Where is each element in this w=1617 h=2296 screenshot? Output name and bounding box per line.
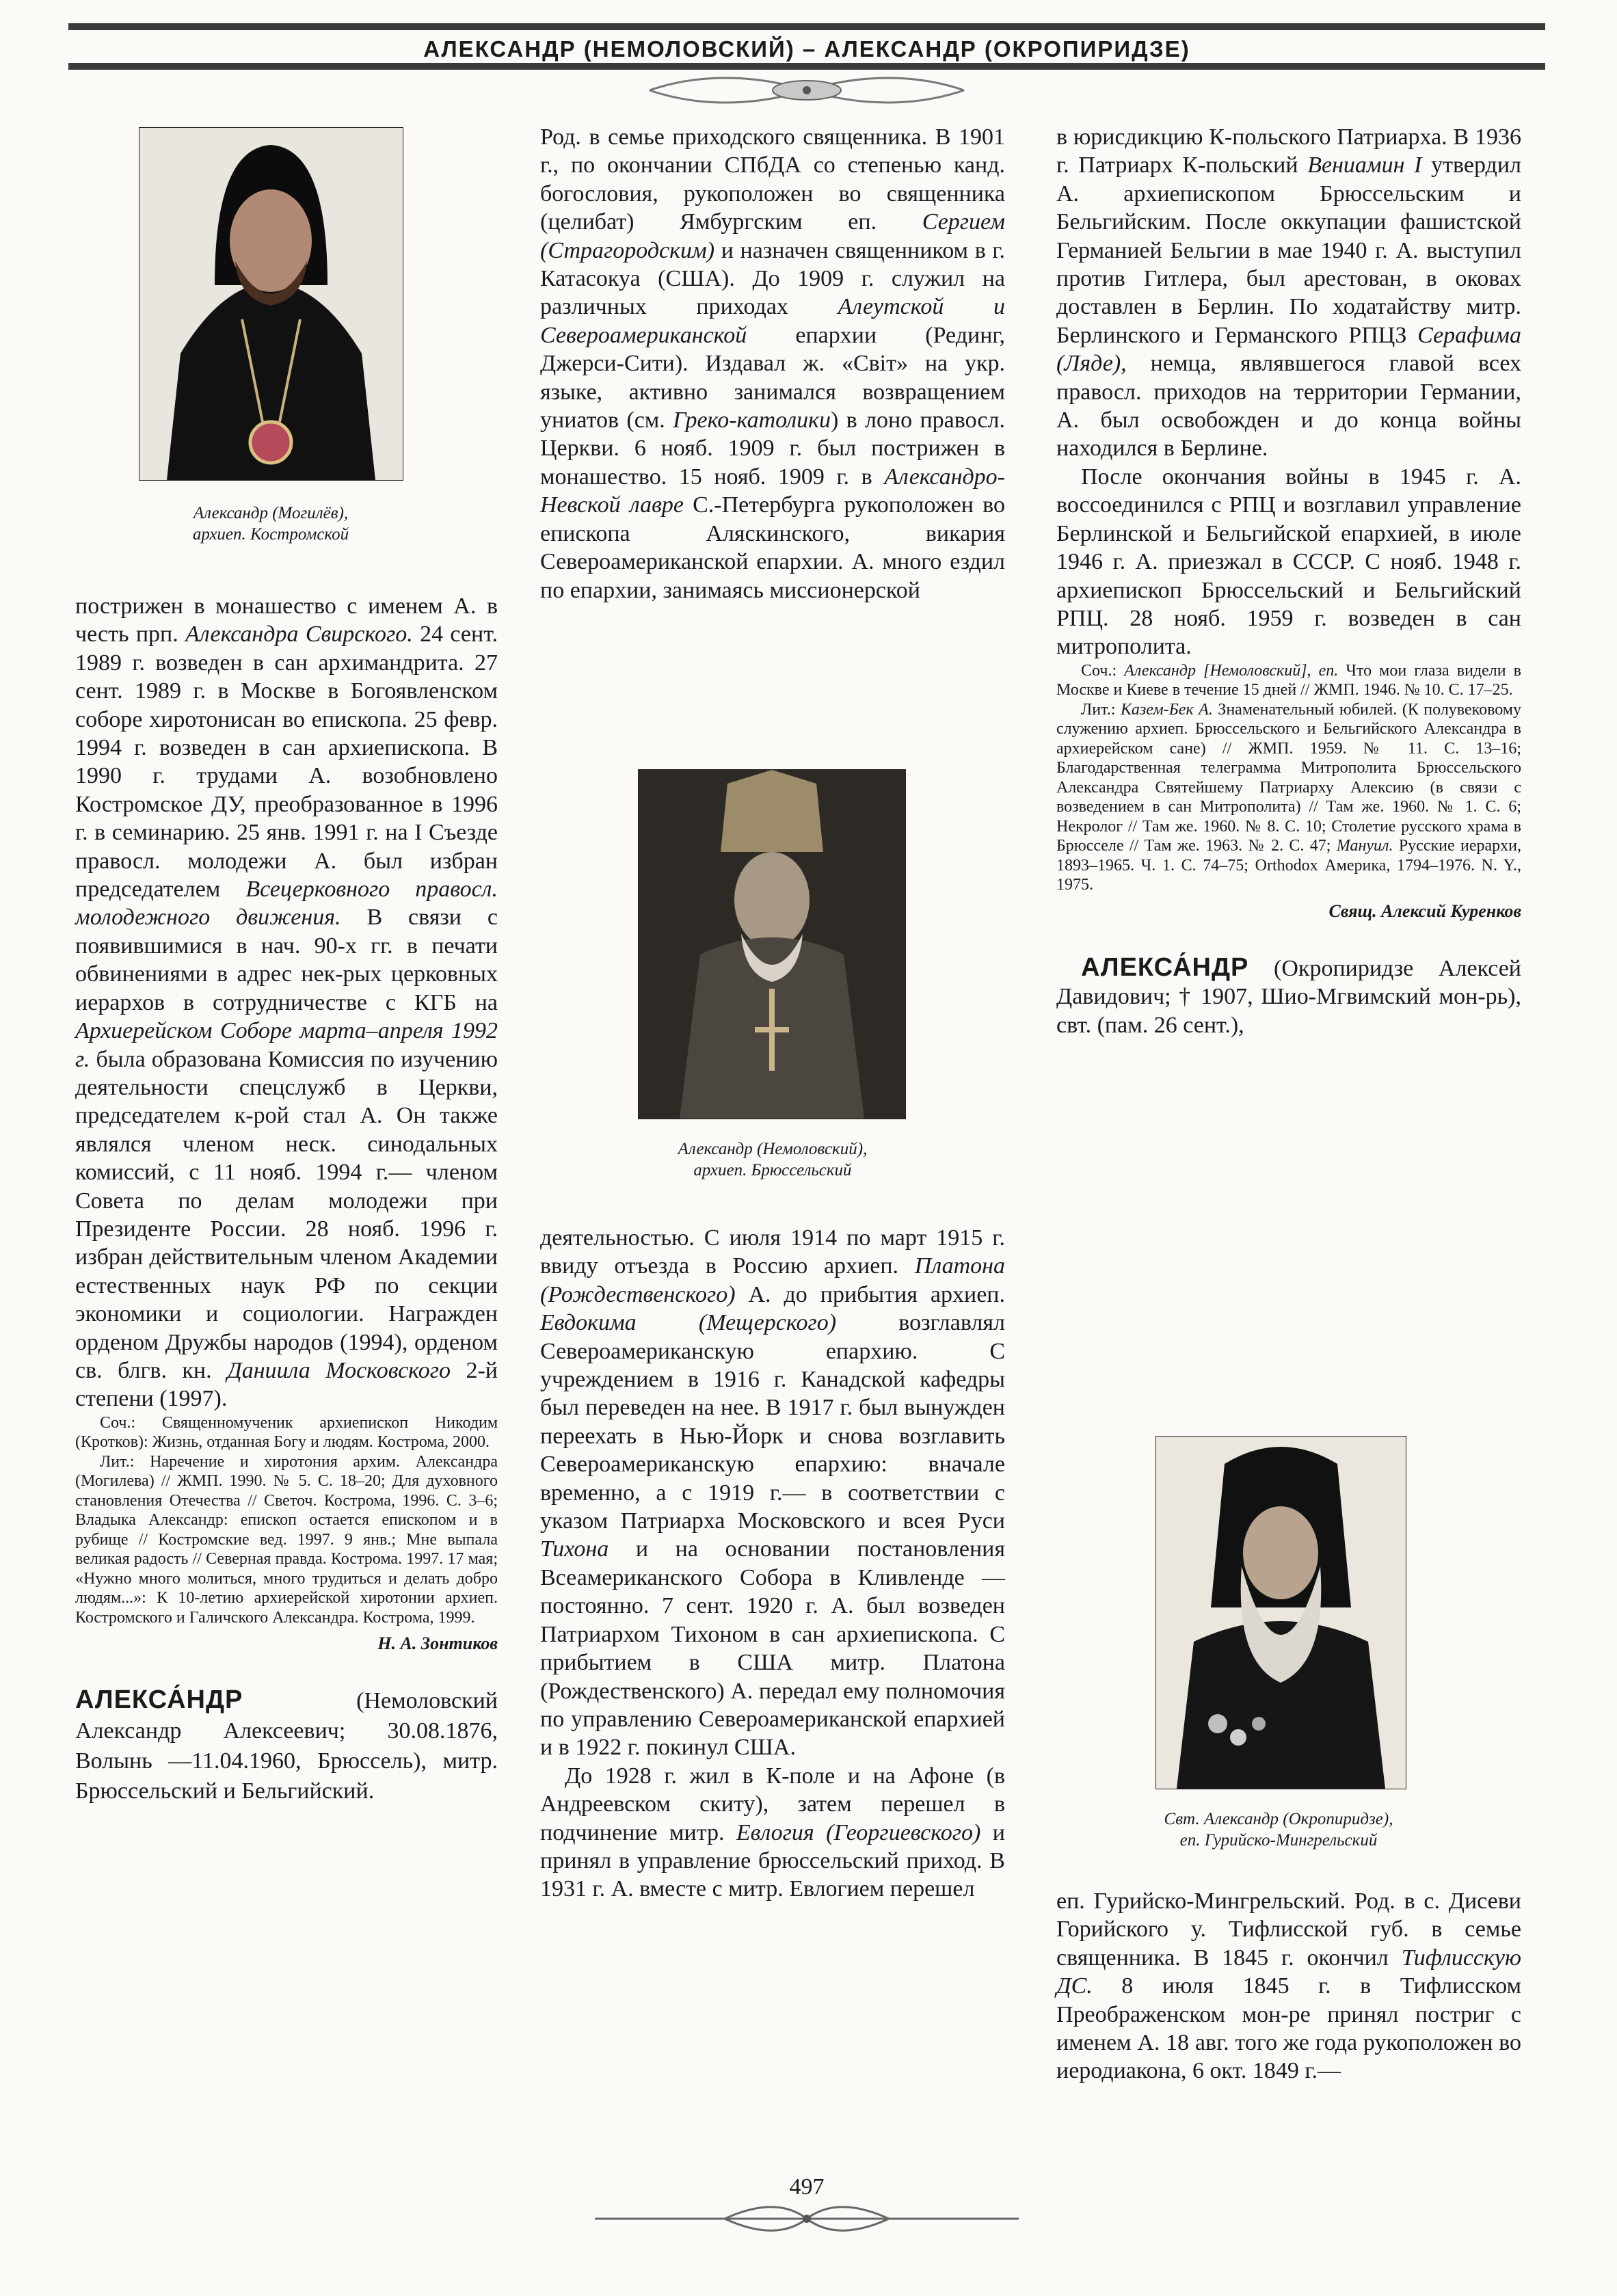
author-signature: Свящ. Алексий Куренков — [1328, 900, 1521, 921]
entry-heading: АЛЕКСА́НДР — [75, 1685, 243, 1715]
portrait-illustration — [1156, 1437, 1406, 1789]
caption-line: архиеп. Костромской — [192, 525, 349, 544]
paragraph: пострижен в монашество с именем А. в честь прп. Александра Свирского. 24 сент. 1989 г. возведен в сан архимандрита. 27 сент. 1989 г. в Москве в Богоявленском соборе хиротонисан во епископа. 25 февр. 1994 г. возведен в сан архиепископа. В 1990 г. трудами А. возобновлено Костромское ДУ, преобразованное в 1996 г. в семинарию. 25 янв. 1991 г. на I Съезде правосл. молодежи А. был избран председателем Всецерковного правосл. молодежного движения. В связи с появившимися в нач. 90-х гг. в печати обвинениями в адрес нек-рых церковных иерархов в сотрудничестве с КГБ на Архиерейском Соборе марта–апреля 1992 г. была образована Комиссия по изучению деятельности спецслужб в Церкви, председателем к-рой стал А. Он также являлся членом неск. синодальных комиссий, с 11 нояб. 1994 г.— членом Совета по делам молодежи при Президенте России. 28 нояб. 1996 г. избран действительным членом Академии естественных наук РФ по секции экономики и социологии. Награжден орденом Дружбы народов (1994), орденом св. блгв. кн. Даниила Московского 2-й степени (1997). — [75, 593, 498, 1412]
entry-alexander-nemolovsky — [75, 1685, 498, 1806]
caption-line: архиеп. Брюссельский — [693, 1161, 852, 1179]
caption-line: Александр (Могилёв), — [193, 504, 349, 522]
caption-photo-3 — [1108, 1808, 1449, 1851]
paragraph: До 1928 г. жил в К-поле и на Афоне (в Андреевском скиту), затем перешел в подчинение митр. Евлогия (Георгиевского) и принял в управление брюссельский приход. В 1931 г. А. вместе с митр. Евлогием перешел — [540, 1763, 1005, 1902]
caption-line: Свт. Александр (Окропиридзе), — [1164, 1810, 1393, 1828]
column-2-top — [540, 123, 1005, 604]
paragraph: Род. в семье приходского священника. В 1901 г., по окончании СПбДА со степенью канд. богословия, рукоположен во священника (целибат) Ямбургским еп. Сергием (Страгородским) и назначен священником в г. Катасокуа (США). До 1909 г. служил на различных приходах Алеутской и Североамериканской епархии (Рединг, Джерси-Сити). Издавал ж. «Світ» на укр. языке, активно занимался возвращением униатов (см. Греко-католики) в лоно правосл. Церкви. 6 нояб. 1909 г. был пострижен в монашество. 15 нояб. 1909 г. в Александро-Невской лавре С.-Петербурга рукоположен во епископа Аляскинского, викария Североамериканской епархии. А. много ездил по епархии, занимаясь миссионерской — [540, 124, 1005, 603]
caption-photo-2 — [615, 1138, 930, 1181]
column-3 — [1056, 123, 1521, 1039]
paragraph: в юрисдикцию К-польского Патриарха. В 1936 г. Патриарх К-польский Вениамин I утвердил А. архиепископом Брюссельским и Бельгийским. После оккупации фашистской Германией Бельгии в мае 1940 г. А. выступил против Гитлера, был арестован, в оковах доставлен в Берлин. По ходатайству митр. Берлинского и Германского РПЦЗ Серафима (Ляде), немца, являвшегося главой всех правосл. приходов на территории Германии, А. был освобожден и до конца войны находился в Берлине. — [1056, 124, 1521, 462]
caption-line: еп. Гурийско-Мингрельский — [1179, 1831, 1378, 1850]
paragraph: еп. Гурийско-Мингрельский. Род. в с. Дисеви Горийского у. Тифлисской губ. в семье священника. В 1845 г. окончил Тифлисскую ДС. 8 июля 1845 г. в Тифлисском Преображенском мон-ре принял постриг с именем А. 18 авг. того же года рукоположен во иеродиакона, 6 окт. 1849 г.— — [1056, 1888, 1521, 2084]
column-1 — [75, 592, 498, 1806]
portrait-photo-nemolovsky — [638, 769, 906, 1119]
paragraph: деятельностью. С июля 1914 по март 1915 г. ввиду отъезда в Россию архиеп. Платона (Рождественского) А. до прибытия архиеп. Евдокима (Мещерского) возглавлял Североамериканскую епархию. С учреждением в 1916 г. Канадской кафедры был переведен на нее. В 1917 г. был вынужден переехать в Нью-Йорк и снова возглавить Североамериканскую епархию: вначале временно, а с 1919 г.— в соответствии с указом Патриарха Московского и всея Руси Тихона и на основании постановления Всеамериканского Собора в Кливленде — постоянно. 7 сент. 1920 г. А. был возведен Патриархом Тихоном в сан архиепископа. С прибытием в США митр. Платона (Рождественского) А. передал ему полномочия по управлению Североамериканской епархией и в 1922 г. покинул США. — [540, 1225, 1005, 1761]
works-list: Соч.: Священномученик архиепископ Никодим (Кротков): Жизнь, отданная Богу и людям. Кострома, 2000. — [75, 1413, 498, 1452]
footer-ornament — [588, 2203, 1026, 2234]
literature-list: Лит.: Наречение и хиротония архим. Александра (Могилева) // ЖМП. 1990. № 5. С. 18–20; Для духовного становления Отечества // Светоч. Кострома, 1996. С. 3–6; Владыка Александр: епископ остается епископом и в рубище // Костромские вед. 1997. 9 янв.; Мне выпала великая радость // Северная правда. Кострома. 1997. 17 мая; «Нужно много молиться, много трудиться и делать добро людям...»: К 10-летию архиерейской хиротонии архиеп. Костромского и Галичского Александра. Кострома, 1999. — [75, 1452, 498, 1627]
running-header — [68, 23, 1545, 70]
column-2-bottom — [540, 1224, 1005, 1904]
portrait-photo-okropiridze — [1155, 1436, 1406, 1789]
author-signature: Н. А. Зонтиков — [377, 1633, 498, 1654]
literature-list: Лит.: Казем-Бек А. Знаменательный юбилей. (К полувековому служению архиеп. Брюссельского и Бельгийского Александра в архиерейском сане) // ЖМП. 1959. № 11. С. 13–16; Благодарственная телеграмма Митрополита Брюссельского Александра Святейшему Патриарху Алексию (в связи с возведением в сан Митрополита) // Там же. 1960. № 1. С. 6; Некролог // Там же. 1960. № 8. С. 10; Столетие русского храма в Брюсселе // Там же. 1963. № 2. С. 47; Мануил. Русские иерархи, 1893–1965. Ч. 1. С. 74–75; Orthodox Америка, 1794–1976. N. Y., 1975. — [1056, 700, 1521, 894]
header-rule-bottom — [68, 63, 1545, 70]
caption-line: Александр (Немоловский), — [678, 1140, 868, 1158]
header-rule-top — [68, 23, 1545, 30]
entry-alexander-okropiridze — [1056, 954, 1521, 1039]
column-3-bottom — [1056, 1887, 1521, 2085]
entry-intro: (Окропиридзе Алексей Давидович; † 1907, Шио-Мгвимский мон-рь), свт. (пам. 26 сент.), — [1056, 955, 1521, 1038]
works-list: Соч.: Александр [Немоловский], еп. Что мои глаза видели в Москве и Киеве в течение 15 дней // ЖМП. 1946. № 10. С. 17–25. — [1056, 661, 1521, 699]
portrait-photo-mogilev — [139, 127, 403, 481]
portrait-illustration — [139, 128, 403, 480]
header-ornament — [643, 71, 971, 109]
page-number: 497 — [789, 2174, 825, 2200]
caption-photo-1 — [137, 503, 405, 545]
paragraph: После окончания войны в 1945 г. А. воссоединился с РПЦ и возглавил управление Берлинской и Бельгийской епархией, в июле 1946 г. А. приезжал в СССР. С нояб. 1948 г. архиепископ Брюссельский и Бельгийский РПЦ. 28 нояб. 1959 г. возведен в сан митрополита. — [1056, 464, 1521, 660]
portrait-illustration — [639, 770, 905, 1119]
running-head-title: АЛЕКСАНДР (НЕМОЛОВСКИЙ) – АЛЕКСАНДР (ОКРОПИРИДЗЕ) — [423, 36, 1190, 62]
entry-intro: (Немоловский Александр Алексеевич; 30.08.1876, Волынь —11.04.1960, Брюссель), митр. Брюссельский и Бельгийский. — [75, 1688, 498, 1804]
entry-heading: АЛЕКСА́НДР — [1081, 952, 1249, 982]
